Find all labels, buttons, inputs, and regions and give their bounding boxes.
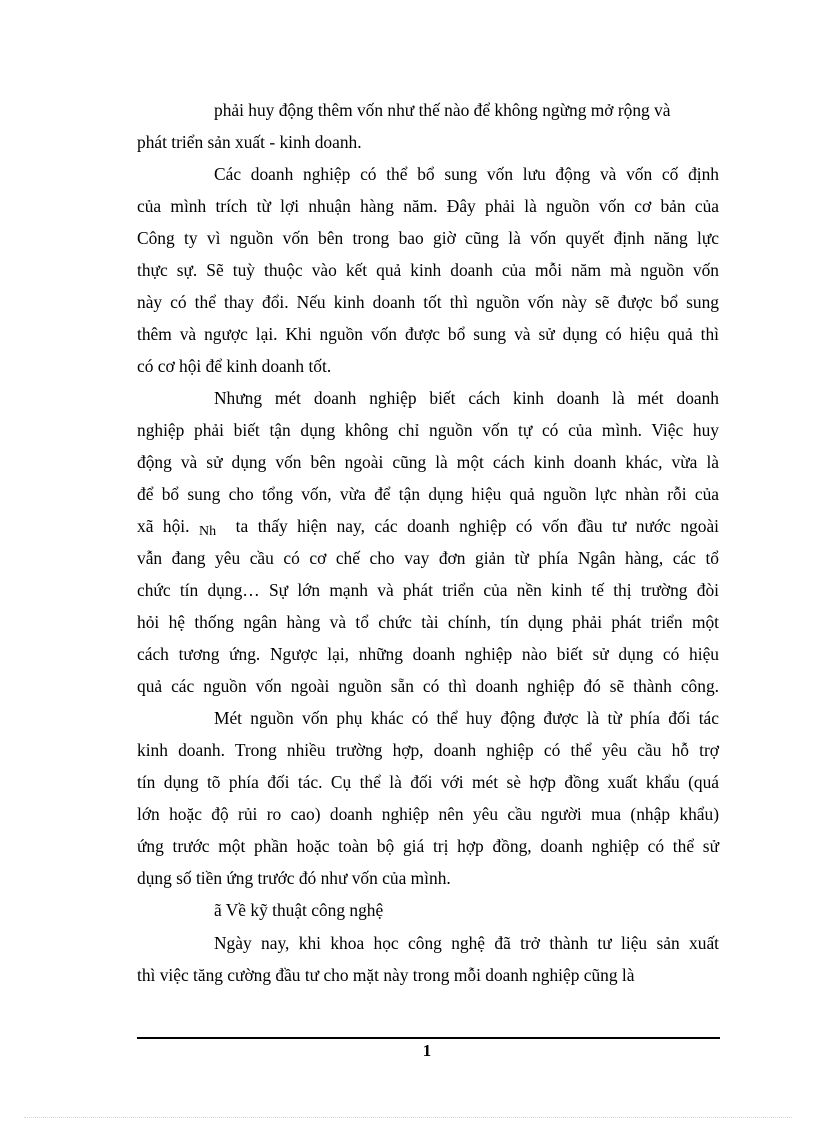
text-line-composite <box>137 510 719 542</box>
text-line: thêm và ngược lại. Khi nguồn vốn được bổ sung và sử dụng có hiệu quả thì <box>137 324 719 344</box>
page-number: 1 <box>422 1041 432 1060</box>
text-line: quả các nguồn vốn ngoài nguồn sẵn có thì doanh nghiệp đó sẽ thành công. <box>137 676 719 696</box>
page-bottom-border <box>24 1117 792 1119</box>
text-line: Công ty vì nguồn vốn bên trong bao giờ cũng là vốn quyết định năng lực <box>137 228 719 248</box>
text-line: thì việc tăng cường đầu tư cho mặt này trong mỗi doanh nghiệp cũng là <box>137 965 635 985</box>
text-fragment: xã hội. <box>137 516 190 536</box>
text-line: phát triển sản xuất - kinh doanh. <box>137 132 362 152</box>
text-line: này có thể thay đổi. Nếu kinh doanh tốt thì nguồn vốn này sẽ được bổ sung <box>137 292 719 312</box>
section-heading: ã Về kỹ thuật công nghệ <box>214 900 384 920</box>
text-line: lớn hoặc độ rủi ro cao) doanh nghiệp nên yêu cầu người mua (nhập khẩu) <box>137 804 719 824</box>
text-line: để bổ sung cho tổng vốn, vừa để tận dụng hiệu quả nguồn lực nhàn rỗi của <box>137 484 719 504</box>
text-line: Nhưng mét doanh nghiệp biết cách kinh doanh là mét doanh <box>214 388 719 408</box>
text-line: phải huy động thêm vốn như thế nào để không ngừng mở rộng và <box>214 100 671 120</box>
footer-rule <box>137 1037 720 1039</box>
text-line: Mét nguồn vốn phụ khác có thể huy động được là từ phía đối tác <box>214 708 719 728</box>
text-line: vẫn đang yêu cầu có cơ chế cho vay đơn giản từ phía Ngân hàng, các tổ <box>137 548 719 568</box>
text-line: Các doanh nghiệp có thể bổ sung vốn lưu động và vốn cố định <box>214 164 719 184</box>
text-line: cách tương ứng. Ngược lại, những doanh nghiệp nào biết sử dụng có hiệu <box>137 644 719 664</box>
text-line: dụng số tiền ứng trước đó như vốn của mình. <box>137 868 451 888</box>
text-line: ứng trước một phần hoặc toàn bộ giá trị hợp đồng, doanh nghiệp có thể sử <box>137 836 719 856</box>
text-fragment: ta thấy hiện nay, các doanh nghiệp có vốn đầu tư nước ngoài <box>235 516 719 536</box>
text-line: kinh doanh. Trong nhiều trường hợp, doanh nghiệp có thể yêu cầu hỗ trợ <box>137 740 719 760</box>
text-line: Ngày nay, khi khoa học công nghệ đã trở thành tư liệu sản xuất <box>214 933 719 953</box>
text-line: tín dụng tõ phía đối tác. Cụ thể là đối với mét sè hợp đồng xuất khẩu (quá <box>137 772 719 792</box>
text-line: nghiệp phải biết tận dụng không chỉ nguồn vốn tự có của mình. Việc huy <box>137 420 719 440</box>
text-line: thực sự. Sẽ tuỳ thuộc vào kết quả kinh doanh của mỗi năm mà nguồn vốn <box>137 260 719 280</box>
text-line: có cơ hội để kinh doanh tốt. <box>137 356 332 376</box>
text-line: chức tín dụng… Sự lớn mạnh và phát triển của nền kinh tế thị trường đòi <box>137 580 719 600</box>
text-fragment-nh: Nh <box>199 524 217 539</box>
text-line: hỏi hệ thống ngân hàng và tổ chức tài chính, tín dụng phải phát triển một <box>137 612 719 632</box>
text-line: của mình trích từ lợi nhuận hàng năm. Đây phải là nguồn vốn cơ bản của <box>137 196 719 216</box>
text-line: động và sử dụng vốn bên ngoài cũng là một cách kinh doanh khác, vừa là <box>137 452 719 472</box>
